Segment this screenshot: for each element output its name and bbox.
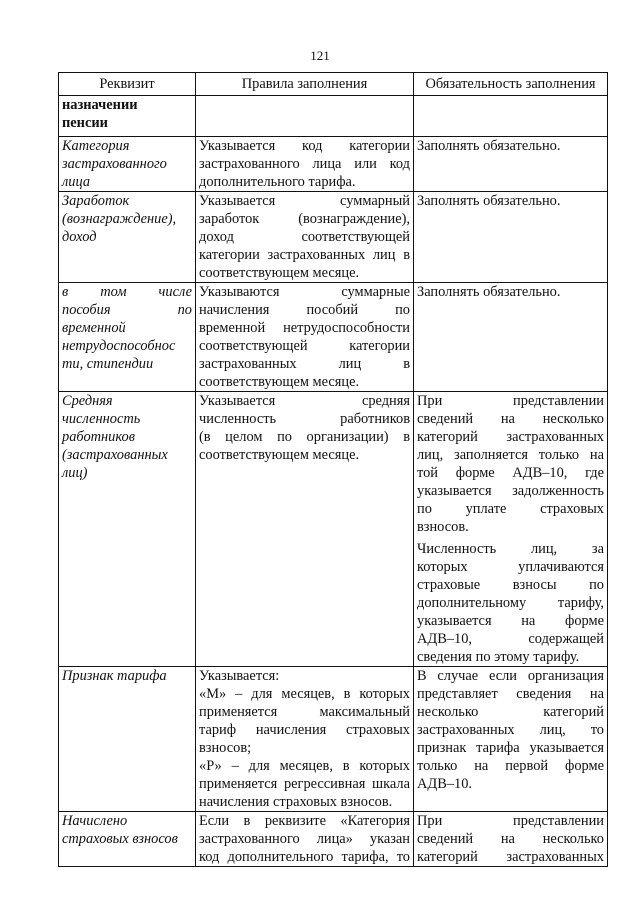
table-row: [59, 667, 608, 812]
cell-line: начисления пособий по: [199, 302, 410, 318]
cell-line: несколько категорий: [417, 704, 604, 720]
cell-line: соответствующем месяце.: [199, 374, 360, 390]
cell-line: соответствующей категории: [199, 338, 410, 354]
cell-line: сведения по этому тарифу.: [417, 649, 580, 665]
cell-line: доход соответствующей: [199, 229, 410, 245]
cell-line: (застрахованных: [62, 447, 168, 463]
cell-line: численность: [62, 411, 141, 427]
requisite-cell: [59, 283, 196, 392]
cell-line: (в целом по организации) в: [199, 429, 410, 445]
cell-line: Указываются суммарные: [199, 284, 410, 300]
cell-line: сведений на несколько: [417, 831, 604, 847]
cell-line: «Р» – для месяцев, в которых: [199, 758, 410, 774]
cell-line: применяется регрессивная шкала: [199, 776, 410, 792]
cell-line: При представлении: [417, 813, 604, 829]
rules-cell: [196, 812, 414, 867]
cell-line: Указывается суммарный: [199, 193, 410, 209]
cell-line: (вознаграждение),: [62, 211, 177, 227]
obligation-cell: [414, 192, 608, 283]
table-row: [59, 137, 608, 192]
cell-line: Указывается средняя: [199, 393, 410, 409]
cell-line: дополнительного тарифа.: [199, 174, 356, 190]
header-requisite: Реквизит: [59, 73, 196, 96]
requisite-cell: [59, 96, 196, 137]
cell-line: работников: [62, 429, 135, 445]
cell-line: Начислено: [62, 813, 128, 829]
rules-cell: [196, 192, 414, 283]
cell-line: застрахованного лица или код: [199, 156, 410, 172]
cell-line: представляет сведения на: [417, 686, 604, 702]
cell-line: категории застрахованных лиц в: [199, 247, 410, 263]
cell-line: указывается на форме: [417, 613, 604, 629]
cell-line: той форме АДВ–10, где: [417, 465, 604, 481]
cell-line: соответствующем месяце.: [199, 265, 360, 281]
cell-line: Численность лиц, за: [417, 541, 604, 557]
requisite-cell: [59, 392, 196, 667]
cell-line: АДВ–10, содержащей: [417, 631, 604, 647]
cell-line: Признак тарифа: [62, 668, 167, 684]
cell-line: «М» – для месяцев, в которых: [199, 686, 410, 702]
requisite-cell: [59, 137, 196, 192]
rules-cell: [196, 283, 414, 392]
cell-line: взносов.: [417, 519, 469, 535]
cell-line: застрахованного: [62, 156, 167, 172]
cell-line: заработок (вознаграждение),: [199, 211, 410, 227]
cell-line: пособия по: [62, 302, 192, 318]
cell-line: по уплате страховых: [417, 501, 604, 517]
cell-line: указывается задолженность: [417, 483, 604, 499]
requisite-cell: [59, 192, 196, 283]
cell-line: тариф начисления страховых: [199, 722, 410, 738]
obligation-cell: [414, 283, 608, 392]
cell-line: Заполнять обязательно.: [417, 138, 561, 154]
cell-line: застрахованных лиц, то: [417, 722, 604, 738]
cell-line: пенсии: [62, 115, 108, 131]
obligation-cell: [414, 137, 608, 192]
cell-line: Указывается код категории: [199, 138, 410, 154]
cell-line: лиц, заполняется только на: [417, 447, 604, 463]
page-number: 121: [310, 48, 330, 63]
cell-line: временной нетрудоспособности: [199, 320, 410, 336]
header-obligation: Обязательность заполнения: [414, 73, 608, 96]
cell-line: лица: [62, 174, 91, 190]
table-header-row: [59, 73, 608, 96]
rules-cell: [196, 137, 414, 192]
cell-line: Заполнять обязательно.: [417, 284, 561, 300]
rules-cell: [196, 667, 414, 812]
cell-line: Категория: [62, 138, 130, 154]
cell-line: категорий застрахованных: [417, 429, 604, 445]
cell-line: страховые взносы по: [417, 577, 604, 593]
cell-line: При представлении: [417, 393, 604, 409]
cell-line: нетрудоспособнос: [62, 338, 176, 354]
header-fill-rules: Правила заполнения: [196, 73, 414, 96]
requisite-cell: [59, 812, 196, 867]
cell-line: В случае если организация: [417, 668, 604, 684]
rules-cell: [196, 392, 414, 667]
cell-line: признак тарифа указывается: [417, 740, 604, 756]
table-row: [59, 283, 608, 392]
cell-line: застрахованных лиц в: [199, 356, 410, 372]
cell-line: код дополнительного тарифа, то: [199, 849, 410, 865]
table-row: [59, 392, 608, 667]
cell-line: категорий застрахованных: [417, 849, 604, 865]
cell-line: ти, стипендии: [62, 356, 154, 372]
cell-line: соответствующем месяце.: [199, 447, 360, 463]
cell-line: АДВ–10.: [417, 776, 472, 792]
cell-line: назначении: [62, 97, 138, 113]
cell-line: численность работников: [199, 411, 410, 427]
table-row: [59, 812, 608, 867]
cell-line: взносов;: [199, 740, 252, 756]
cell-line: Заработок: [62, 193, 130, 209]
cell-line: лиц): [62, 465, 88, 481]
cell-line: Средняя: [62, 393, 113, 409]
cell-line: применяется максимальный: [199, 704, 410, 720]
cell-line: сведений на несколько: [417, 411, 604, 427]
cell-line: временной: [62, 320, 126, 336]
table-row: [59, 96, 608, 137]
cell-line: Если в реквизите «Категория: [199, 813, 410, 829]
cell-line: Указывается:: [199, 668, 280, 684]
obligation-cell: [414, 96, 608, 137]
obligation-cell: [414, 812, 608, 867]
cell-line: в том числе: [62, 284, 192, 300]
cell-line: дополнительному тарифу,: [417, 595, 604, 611]
rules-cell: [196, 96, 414, 137]
cell-line: доход: [62, 229, 97, 245]
requisites-table: [58, 72, 608, 867]
cell-line: которых уплачиваются: [417, 559, 604, 575]
obligation-cell: [414, 392, 608, 667]
cell-line: Заполнять обязательно.: [417, 193, 561, 209]
requisite-cell: [59, 667, 196, 812]
cell-line: страховых взносов: [62, 831, 178, 847]
table-row: [59, 192, 608, 283]
cell-line: начисления страховых взносов.: [199, 794, 393, 810]
obligation-cell: [414, 667, 608, 812]
cell-line: застрахованного лица» указан: [199, 831, 410, 847]
cell-line: только на первой форме: [417, 758, 604, 774]
